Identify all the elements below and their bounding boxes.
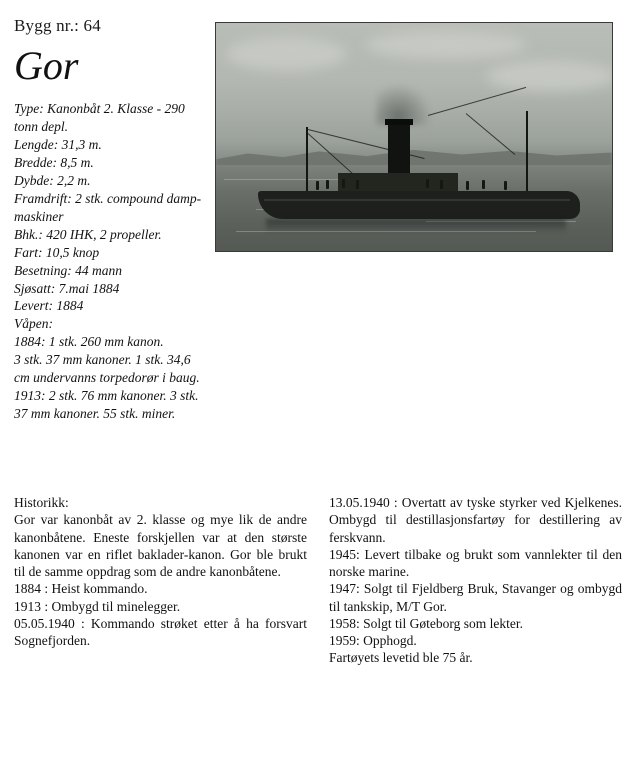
photo-canvas xyxy=(216,23,612,251)
spec-item: Type: Kanonbåt 2. Klasse - 290 tonn depl. xyxy=(14,101,185,134)
spec-item: 1884: 1 stk. 260 mm kanon. xyxy=(14,334,164,350)
ship-photo xyxy=(215,22,613,252)
mainmast-shape xyxy=(526,111,528,193)
history-paragraph: 13.05.1940 : Overtatt av tyske styrker ved Kjelkenes. Ombygd til destillasjonsfartøy for destillering av ferskvann. xyxy=(329,495,622,545)
spec-item: Bredde: 8,5 m. xyxy=(14,154,94,170)
history-label: Historikk: xyxy=(14,495,69,510)
spec-item: Fart: 10,5 knop xyxy=(14,244,100,260)
history-paragraph: 1947: Solgt til Fjeldberg Bruk, Stavanger og ombygd til tankskip, M/T Gor. xyxy=(329,581,622,614)
spec-item: Våpen: xyxy=(14,316,53,332)
cloud-shape xyxy=(226,37,346,71)
funnel-cap-shape xyxy=(385,119,413,125)
foremast-shape xyxy=(306,127,308,193)
spec-item: Besetning: 44 mann xyxy=(14,262,122,278)
spec-item: 1913: 2 stk. 76 mm kanoner. 3 stk. 37 mm kanoner. 55 stk. miner. xyxy=(14,388,199,422)
build-number: Bygg nr.: 64 xyxy=(14,16,101,35)
history-paragraph: 1959: Opphogd. xyxy=(329,633,417,649)
hills-shape xyxy=(216,141,612,167)
water-reflection xyxy=(266,219,566,233)
spec-item: Framdrift: 2 stk. compound damp-maskiner xyxy=(14,190,202,224)
spec-item: Levert: 1884 xyxy=(14,298,84,314)
spec-item: Bhk.: 420 IHK, 2 propeller. xyxy=(14,226,162,242)
history-paragraph: 05.05.1940 : Kommando strøket etter å ha forsvart Sognefjorden. xyxy=(14,615,307,649)
history-section xyxy=(14,494,622,754)
history-paragraph: 1945: Levert tilbake og brukt som vannlekter til den norske marine. xyxy=(329,546,622,580)
history-paragraph: 1958: Solgt til Gøteborg som lekter. xyxy=(329,615,523,631)
history-paragraph: 1884 : Heist kommando. xyxy=(14,581,148,597)
spec-item: Sjøsatt: 7.mai 1884 xyxy=(14,280,120,296)
history-paragraph: 1913 : Ombygd til minelegger. xyxy=(14,598,181,614)
specifications-list xyxy=(14,100,206,423)
spec-item: 3 stk. 37 mm kanoner. 1 stk. 34,6 cm undervanns torpedorør i baug. xyxy=(14,352,200,386)
spec-item: Lengde: 31,3 m. xyxy=(14,136,102,152)
spec-item: Dybde: 2,2 m. xyxy=(14,172,91,188)
funnel-shape xyxy=(388,123,410,177)
ship-name-heading: Gor xyxy=(14,43,79,88)
cloud-shape xyxy=(486,61,613,91)
cloud-shape xyxy=(366,31,526,59)
history-paragraph: Fartøyets levetid ble 75 år. xyxy=(329,650,473,666)
hull-shape xyxy=(258,191,580,219)
history-paragraph: Gor var kanonbåt av 2. klasse og mye lik de andre kanonbåtene. Eneste forskjellen var at den største kanonen var en riflet baklader-kanon. Gor ble brukt til de samme oppdrag som de andre kanonbåtene. xyxy=(14,512,307,580)
